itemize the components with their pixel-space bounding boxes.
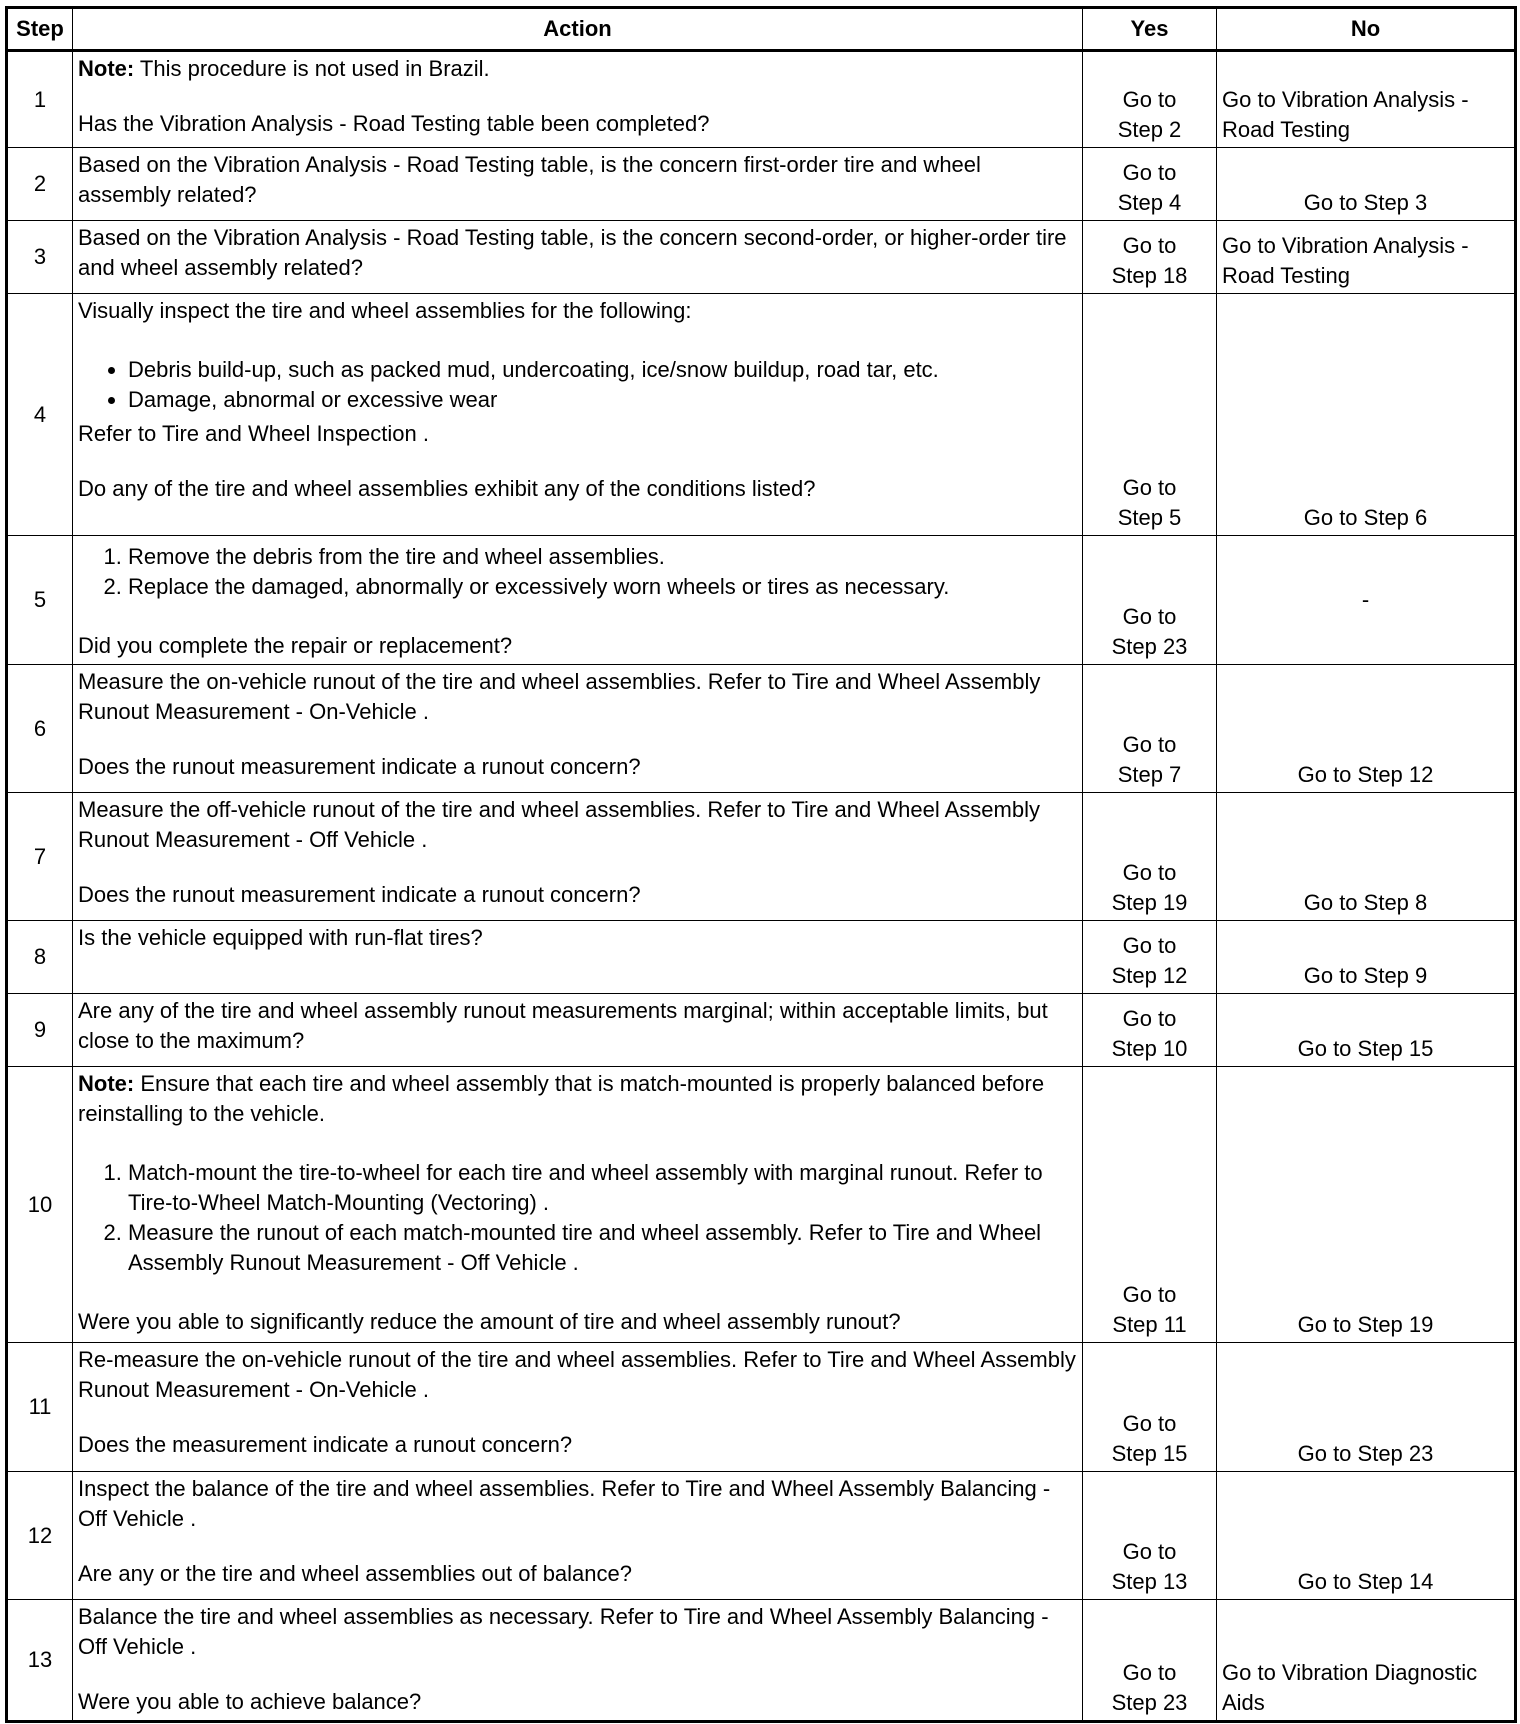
yes-line2: Step 7 <box>1117 762 1182 787</box>
table-row <box>7 1600 1516 1722</box>
spacer <box>78 1129 1077 1154</box>
table-row <box>7 1343 1516 1472</box>
bullet-list <box>78 355 1077 415</box>
note <box>78 54 1077 84</box>
no-cell: - <box>1217 536 1516 665</box>
step-number: 10 <box>7 1067 73 1343</box>
yes-line2: Step 13 <box>1111 1569 1188 1594</box>
action-text: Based on the Vibration Analysis - Road Testing table, is the concern second-order, or higher-order tire and wheel assembly related? <box>78 225 1067 280</box>
header-row <box>7 8 1516 51</box>
action-text: Measure the off-vehicle runout of the tire and wheel assemblies. Refer to Tire and Wheel Assembly Runout Measurement - Off Vehicle . <box>78 797 1040 852</box>
yes-line1: Go to <box>1122 860 1177 885</box>
no-cell: Go to Vibration Analysis - Road Testing <box>1217 221 1516 294</box>
action-question: Has the Vibration Analysis - Road Testing table been completed? <box>78 111 710 136</box>
yes-line2: Step 11 <box>1112 1312 1187 1337</box>
yes-line2: Step 15 <box>1111 1441 1188 1466</box>
numbered-list <box>78 542 1077 602</box>
yes-line2: Step 5 <box>1117 505 1182 530</box>
note-text: This procedure is not used in Brazil. <box>134 56 490 81</box>
header-action: Action <box>73 8 1083 51</box>
spacer <box>78 606 1077 631</box>
table-row <box>7 665 1516 793</box>
no-cell: Go to Step 6 <box>1217 294 1516 536</box>
header-yes: Yes <box>1083 8 1217 51</box>
diagnostic-table <box>5 6 1517 1723</box>
bullet-item: • Damage, abnormal or excessive wear <box>128 385 1077 415</box>
no-cell: Go to Vibration Diagnostic Aids <box>1217 1600 1516 1722</box>
step-number: 7 <box>7 793 73 921</box>
yes-cell <box>1083 1472 1217 1600</box>
yes-line2: Step 19 <box>1111 890 1188 915</box>
action-intro: Visually inspect the tire and wheel assemblies for the following: <box>78 298 692 323</box>
spacer <box>78 326 1077 351</box>
action-cell <box>73 665 1083 793</box>
bullet-item: • Debris build-up, such as packed mud, undercoating, ice/snow buildup, road tar, etc. <box>128 355 1077 385</box>
step-number: 6 <box>7 665 73 793</box>
step-number: 8 <box>7 921 73 994</box>
action-text: Inspect the balance of the tire and wheel assemblies. Refer to Tire and Wheel Assembly Balancing - Off Vehicle . <box>78 1476 1051 1531</box>
yes-line1: Go to <box>1122 1539 1177 1564</box>
step-number: 2 <box>7 148 73 221</box>
no-cell: Go to Step 19 <box>1217 1067 1516 1343</box>
no-cell: Go to Step 14 <box>1217 1472 1516 1600</box>
yes-line2: Step 18 <box>1111 263 1188 288</box>
action-cell <box>73 921 1083 994</box>
yes-cell <box>1083 1067 1217 1343</box>
yes-cell <box>1083 1600 1217 1722</box>
step-number: 9 <box>7 994 73 1067</box>
spacer <box>78 727 1077 752</box>
action-text: Re-measure the on-vehicle runout of the tire and wheel assemblies. Refer to Tire and Wheel Assembly Runout Measurement - On-Vehicle . <box>78 1347 1076 1402</box>
yes-line2: Step 12 <box>1111 963 1188 988</box>
yes-cell <box>1083 294 1217 536</box>
action-question: Were you able to achieve balance? <box>78 1689 422 1714</box>
numbered-item: 2. Replace the damaged, abnormally or excessively worn wheels or tires as necessary. <box>128 572 1077 602</box>
no-cell: Go to Step 12 <box>1217 665 1516 793</box>
action-question: Does the runout measurement indicate a runout concern? <box>78 882 641 907</box>
step-number: 11 <box>7 1343 73 1472</box>
step-number: 1 <box>7 51 73 148</box>
table-row <box>7 793 1516 921</box>
no-cell: Go to Step 9 <box>1217 921 1516 994</box>
yes-line1: Go to <box>1122 1660 1177 1685</box>
step-number: 4 <box>7 294 73 536</box>
action-cell <box>73 1472 1083 1600</box>
yes-line1: Go to <box>1122 87 1177 112</box>
action-cell <box>73 148 1083 221</box>
table-row <box>7 294 1516 536</box>
table-row <box>7 921 1516 994</box>
action-text: Balance the tire and wheel assemblies as necessary. Refer to Tire and Wheel Assembly Balancing - Off Vehicle . <box>78 1604 1049 1659</box>
action-cell <box>73 994 1083 1067</box>
yes-line1: Go to <box>1122 933 1177 958</box>
no-cell: Go to Step 3 <box>1217 148 1516 221</box>
yes-line1: Go to <box>1122 1006 1177 1031</box>
numbered-item: 1. Match-mount the tire-to-wheel for each tire and wheel assembly with marginal runout. Refer to Tire-to-Wheel Match-Mounting (Vectoring) . <box>128 1158 1077 1218</box>
no-cell: Go to Vibration Analysis - Road Testing <box>1217 51 1516 148</box>
yes-line1: Go to <box>1122 160 1177 185</box>
yes-line1: Go to <box>1122 604 1177 629</box>
action-cell <box>73 51 1083 148</box>
note-text: Ensure that each tire and wheel assembly that is match-mounted is properly balanced before reinstalling to the vehicle. <box>78 1071 1045 1126</box>
action-cell <box>73 294 1083 536</box>
note-label: Note: <box>78 1071 135 1096</box>
yes-line2: Step 23 <box>1111 634 1188 659</box>
table-row <box>7 51 1516 148</box>
action-cell <box>73 1343 1083 1472</box>
yes-line2: Step 4 <box>1117 190 1182 215</box>
header-no: No <box>1217 8 1516 51</box>
spacer <box>78 855 1077 880</box>
yes-cell <box>1083 921 1217 994</box>
table-row <box>7 221 1516 294</box>
no-cell: Go to Step 8 <box>1217 793 1516 921</box>
spacer <box>78 449 1077 474</box>
yes-line1: Go to <box>1122 1282 1177 1307</box>
action-cell <box>73 536 1083 665</box>
action-question: Does the measurement indicate a runout concern? <box>78 1432 573 1457</box>
yes-line2: Step 10 <box>1111 1036 1188 1061</box>
spacer <box>78 84 1077 109</box>
action-cell <box>73 1600 1083 1722</box>
table-row <box>7 1472 1516 1600</box>
spacer <box>78 1282 1077 1307</box>
action-question: Are any or the tire and wheel assemblies out of balance? <box>78 1561 632 1586</box>
table-row <box>7 994 1516 1067</box>
action-question: Does the runout measurement indicate a runout concern? <box>78 754 641 779</box>
action-text: Are any of the tire and wheel assembly runout measurements marginal; within acceptable limits, but close to the maximum? <box>78 998 1048 1053</box>
action-text: Based on the Vibration Analysis - Road Testing table, is the concern first-order tire and wheel assembly related? <box>78 152 981 207</box>
action-question: Do any of the tire and wheel assemblies exhibit any of the conditions listed? <box>78 476 816 501</box>
action-text: Is the vehicle equipped with run-flat tires? <box>78 925 483 950</box>
table-row <box>7 148 1516 221</box>
numbered-item: 1. Remove the debris from the tire and wheel assemblies. <box>128 542 1077 572</box>
no-cell: Go to Step 15 <box>1217 994 1516 1067</box>
yes-line2: Step 23 <box>1111 1690 1188 1715</box>
yes-cell <box>1083 665 1217 793</box>
step-number: 13 <box>7 1600 73 1722</box>
yes-cell <box>1083 1343 1217 1472</box>
header-step: Step <box>7 8 73 51</box>
refer-text: Refer to Tire and Wheel Inspection . <box>78 421 429 446</box>
yes-cell <box>1083 51 1217 148</box>
action-cell <box>73 221 1083 294</box>
step-number: 5 <box>7 536 73 665</box>
yes-line1: Go to <box>1122 475 1177 500</box>
note-label: Note: <box>78 56 135 81</box>
step-number: 3 <box>7 221 73 294</box>
spacer <box>78 1405 1077 1430</box>
spacer <box>78 1662 1077 1687</box>
yes-line1: Go to <box>1122 233 1177 258</box>
action-cell <box>73 793 1083 921</box>
yes-cell <box>1083 148 1217 221</box>
no-cell: Go to Step 23 <box>1217 1343 1516 1472</box>
yes-cell <box>1083 536 1217 665</box>
spacer <box>78 1534 1077 1559</box>
numbered-list <box>78 1158 1077 1278</box>
yes-cell <box>1083 994 1217 1067</box>
yes-cell <box>1083 221 1217 294</box>
action-question: Were you able to significantly reduce the amount of tire and wheel assembly runout? <box>78 1309 901 1334</box>
action-cell <box>73 1067 1083 1343</box>
action-text: Measure the on-vehicle runout of the tire and wheel assemblies. Refer to Tire and Wheel Assembly Runout Measurement - On-Vehicle . <box>78 669 1041 724</box>
numbered-item: 2. Measure the runout of each match-mounted tire and wheel assembly. Refer to Tire and Wheel Assembly Runout Measurement - Off Vehicle . <box>128 1218 1077 1278</box>
yes-cell <box>1083 793 1217 921</box>
yes-line1: Go to <box>1122 1411 1177 1436</box>
note <box>78 1069 1077 1129</box>
table-row <box>7 536 1516 665</box>
yes-line2: Step 2 <box>1117 117 1182 142</box>
yes-line1: Go to <box>1122 732 1177 757</box>
table-row <box>7 1067 1516 1343</box>
step-number: 12 <box>7 1472 73 1600</box>
action-question: Did you complete the repair or replacement? <box>78 633 513 658</box>
